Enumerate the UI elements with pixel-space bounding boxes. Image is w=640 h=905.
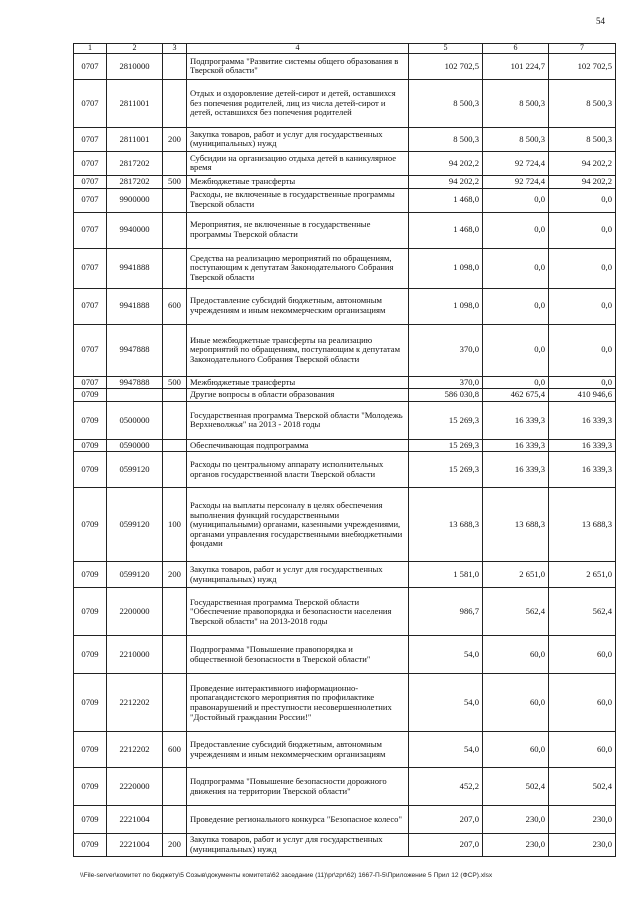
section-code: 0707 (74, 376, 107, 389)
expense-type (163, 439, 187, 452)
value-col-6: 0,0 (483, 324, 549, 376)
value-col-6: 562,4 (483, 588, 549, 636)
section-code: 0709 (74, 768, 107, 806)
expense-type (163, 389, 187, 402)
value-col-6: 462 675,4 (483, 389, 549, 402)
value-col-6: 13 688,3 (483, 488, 549, 562)
value-col-6: 60,0 (483, 674, 549, 732)
table-row (74, 324, 616, 376)
expense-type (163, 324, 187, 376)
table-row (74, 127, 616, 151)
item-name: Иные межбюджетные трансферты на реализацию мероприятий по обращениям, поступающим к депутатам Законодательного Собрания Тверской области (187, 324, 409, 376)
header-col-7: 7 (549, 44, 616, 54)
value-col-6: 92 724,4 (483, 175, 549, 188)
expense-type (163, 674, 187, 732)
file-path-footer: \\File-server\комитет по бюджету\5 Созыв\документы комитета\62 заседание (11)\pr\zpr\62) 1667-П-5\Приложение 5 Прил 12 (ФСР).xlsx (80, 872, 493, 879)
target-article: 9947888 (107, 376, 163, 389)
value-col-7: 8 500,3 (549, 79, 616, 127)
value-col-6: 0,0 (483, 212, 549, 248)
value-col-6: 2 651,0 (483, 562, 549, 588)
expense-type (163, 248, 187, 288)
value-col-6: 230,0 (483, 806, 549, 834)
header-col-3: 3 (163, 44, 187, 54)
expense-type (163, 53, 187, 79)
value-col-5: 102 702,5 (409, 53, 483, 79)
expense-type (163, 151, 187, 175)
table-row (74, 806, 616, 834)
value-col-6: 230,0 (483, 834, 549, 856)
section-code: 0709 (74, 806, 107, 834)
value-col-6: 60,0 (483, 636, 549, 674)
value-col-7: 2 651,0 (549, 562, 616, 588)
item-name: Субсидии на организацию отдыха детей в каникулярное время (187, 151, 409, 175)
value-col-5: 207,0 (409, 834, 483, 856)
value-col-5: 54,0 (409, 732, 483, 768)
target-article: 2212202 (107, 732, 163, 768)
value-col-5: 1 098,0 (409, 288, 483, 324)
value-col-6: 0,0 (483, 188, 549, 212)
value-col-6: 92 724,4 (483, 151, 549, 175)
expense-type (163, 636, 187, 674)
value-col-6: 101 224,7 (483, 53, 549, 79)
expense-type (163, 806, 187, 834)
item-name: Межбюджетные трансферты (187, 376, 409, 389)
item-name: Предоставление субсидий бюджетным, автономным учреждениям и иным некоммерческим организациям (187, 288, 409, 324)
section-code: 0707 (74, 175, 107, 188)
expense-type: 500 (163, 376, 187, 389)
target-article: 0500000 (107, 401, 163, 439)
header-col-1: 1 (74, 44, 107, 54)
table-row (74, 212, 616, 248)
section-code: 0709 (74, 636, 107, 674)
section-code: 0709 (74, 588, 107, 636)
target-article: 0599120 (107, 488, 163, 562)
value-col-6: 8 500,3 (483, 79, 549, 127)
value-col-5: 1 468,0 (409, 188, 483, 212)
value-col-7: 502,4 (549, 768, 616, 806)
value-col-6: 16 339,3 (483, 452, 549, 488)
item-name: Проведение интерактивного информационно-пропагандистского мероприятия по профилактике правонарушений и преступности несовершеннолетних "Достойный гражданин России!" (187, 674, 409, 732)
value-col-7: 94 202,2 (549, 175, 616, 188)
value-col-5: 986,7 (409, 588, 483, 636)
value-col-6: 0,0 (483, 376, 549, 389)
table-row (74, 674, 616, 732)
value-col-6: 8 500,3 (483, 127, 549, 151)
table-row (74, 188, 616, 212)
section-code: 0709 (74, 389, 107, 402)
value-col-7: 562,4 (549, 588, 616, 636)
header-col-4: 4 (187, 44, 409, 54)
target-article: 2212202 (107, 674, 163, 732)
item-name: Закупка товаров, работ и услуг для государственных (муниципальных) нужд (187, 562, 409, 588)
value-col-6: 0,0 (483, 288, 549, 324)
value-col-7: 0,0 (549, 376, 616, 389)
value-col-7: 16 339,3 (549, 452, 616, 488)
value-col-5: 15 269,3 (409, 401, 483, 439)
table-row (74, 53, 616, 79)
value-col-6: 0,0 (483, 248, 549, 288)
table-row (74, 488, 616, 562)
table-row (74, 175, 616, 188)
value-col-5: 452,2 (409, 768, 483, 806)
item-name: Предоставление субсидий бюджетным, автономным учреждениям и иным некоммерческим организациям (187, 732, 409, 768)
value-col-7: 230,0 (549, 806, 616, 834)
target-article: 2817202 (107, 175, 163, 188)
item-name: Расходы по центральному аппарату исполнительных органов государственной власти Тверской области (187, 452, 409, 488)
target-article: 2221004 (107, 834, 163, 856)
target-article: 0599120 (107, 452, 163, 488)
expense-type: 500 (163, 175, 187, 188)
item-name: Расходы, не включенные в государственные программы Тверской области (187, 188, 409, 212)
item-name: Другие вопросы в области образования (187, 389, 409, 402)
table-row (74, 389, 616, 402)
expense-type (163, 188, 187, 212)
value-col-6: 60,0 (483, 732, 549, 768)
table-row (74, 151, 616, 175)
target-article: 9941888 (107, 288, 163, 324)
expense-type (163, 401, 187, 439)
value-col-7: 230,0 (549, 834, 616, 856)
target-article: 9940000 (107, 212, 163, 248)
item-name: Средства на реализацию мероприятий по обращениям, поступающим к депутатам Законодательного Собрания Тверской области (187, 248, 409, 288)
value-col-7: 0,0 (549, 188, 616, 212)
value-col-5: 1 468,0 (409, 212, 483, 248)
value-col-6: 16 339,3 (483, 401, 549, 439)
value-col-7: 410 946,6 (549, 389, 616, 402)
expense-type (163, 768, 187, 806)
item-name: Проведение регионального конкурса "Безопасное колесо" (187, 806, 409, 834)
value-col-7: 16 339,3 (549, 401, 616, 439)
value-col-5: 8 500,3 (409, 127, 483, 151)
value-col-5: 13 688,3 (409, 488, 483, 562)
target-article: 2221004 (107, 806, 163, 834)
item-name: Отдых и оздоровление детей-сирот и детей, оставшихся без попечения родителей, лиц из числа детей-сирот и детей, оставшихся без попечения родителей (187, 79, 409, 127)
page-number: 54 (596, 16, 605, 26)
value-col-7: 13 688,3 (549, 488, 616, 562)
section-code: 0707 (74, 212, 107, 248)
budget-table (73, 43, 616, 857)
header-row (74, 44, 616, 54)
table-row (74, 768, 616, 806)
table-row (74, 732, 616, 768)
value-col-5: 54,0 (409, 636, 483, 674)
table-row (74, 452, 616, 488)
item-name: Обеспечивающая подпрограмма (187, 439, 409, 452)
value-col-7: 60,0 (549, 636, 616, 674)
expense-type: 200 (163, 834, 187, 856)
table-row (74, 636, 616, 674)
section-code: 0709 (74, 674, 107, 732)
section-code: 0707 (74, 127, 107, 151)
item-name: Подпрограмма "Повышение правопорядка и общественной безопасности в Тверской области" (187, 636, 409, 674)
item-name: Мероприятия, не включенные в государственные программы Тверской области (187, 212, 409, 248)
item-name: Государственная программа Тверской области "Обеспечение правопорядка и безопасности населения Тверской области" на 2013-2018 годы (187, 588, 409, 636)
section-code: 0709 (74, 732, 107, 768)
target-article: 9947888 (107, 324, 163, 376)
item-name: Государственная программа Тверской области "Молодежь Верхневолжья" на 2013 - 2018 годы (187, 401, 409, 439)
value-col-5: 1 098,0 (409, 248, 483, 288)
table-row (74, 401, 616, 439)
section-code: 0709 (74, 562, 107, 588)
value-col-5: 370,0 (409, 376, 483, 389)
target-article: 2810000 (107, 53, 163, 79)
target-article: 2200000 (107, 588, 163, 636)
expense-type (163, 452, 187, 488)
item-name: Подпрограмма "Повышение безопасности дорожного движения на территории Тверской области" (187, 768, 409, 806)
section-code: 0707 (74, 324, 107, 376)
section-code: 0707 (74, 79, 107, 127)
section-code: 0709 (74, 439, 107, 452)
item-name: Закупка товаров, работ и услуг для государственных (муниципальных) нужд (187, 127, 409, 151)
target-article: 2811001 (107, 127, 163, 151)
value-col-7: 8 500,3 (549, 127, 616, 151)
value-col-5: 8 500,3 (409, 79, 483, 127)
value-col-7: 0,0 (549, 248, 616, 288)
item-name: Закупка товаров, работ и услуг для государственных (муниципальных) нужд (187, 834, 409, 856)
section-code: 0709 (74, 834, 107, 856)
value-col-7: 60,0 (549, 732, 616, 768)
expense-type (163, 212, 187, 248)
target-article: 2220000 (107, 768, 163, 806)
value-col-5: 207,0 (409, 806, 483, 834)
value-col-7: 60,0 (549, 674, 616, 732)
item-name: Расходы на выплаты персоналу в целях обеспечения выполнения функций государственными (муниципальными) органами, казенными учреждениями, органами управления государственными внебюджетными фондами (187, 488, 409, 562)
target-article: 2811001 (107, 79, 163, 127)
value-col-5: 94 202,2 (409, 151, 483, 175)
expense-type (163, 79, 187, 127)
value-col-5: 1 581,0 (409, 562, 483, 588)
expense-type: 600 (163, 732, 187, 768)
table-row (74, 834, 616, 856)
target-article: 2817202 (107, 151, 163, 175)
target-article: 0590000 (107, 439, 163, 452)
value-col-5: 15 269,3 (409, 452, 483, 488)
expense-type: 600 (163, 288, 187, 324)
section-code: 0709 (74, 401, 107, 439)
expense-type: 200 (163, 127, 187, 151)
item-name: Подпрограмма "Развитие системы общего образования в Тверской области" (187, 53, 409, 79)
target-article: 2210000 (107, 636, 163, 674)
target-article (107, 389, 163, 402)
expense-type: 100 (163, 488, 187, 562)
table-row (74, 439, 616, 452)
value-col-5: 94 202,2 (409, 175, 483, 188)
header-col-6: 6 (483, 44, 549, 54)
target-article: 9900000 (107, 188, 163, 212)
table-row (74, 248, 616, 288)
value-col-7: 0,0 (549, 288, 616, 324)
expense-type: 200 (163, 562, 187, 588)
table-row (74, 376, 616, 389)
section-code: 0707 (74, 151, 107, 175)
table-body (74, 53, 616, 856)
header-col-2: 2 (107, 44, 163, 54)
section-code: 0707 (74, 53, 107, 79)
table-row (74, 288, 616, 324)
value-col-6: 502,4 (483, 768, 549, 806)
header-col-5: 5 (409, 44, 483, 54)
value-col-5: 370,0 (409, 324, 483, 376)
target-article: 9941888 (107, 248, 163, 288)
value-col-5: 586 030,8 (409, 389, 483, 402)
value-col-5: 15 269,3 (409, 439, 483, 452)
table-row (74, 588, 616, 636)
table-row (74, 562, 616, 588)
value-col-7: 16 339,3 (549, 439, 616, 452)
expense-type (163, 588, 187, 636)
value-col-7: 0,0 (549, 324, 616, 376)
item-name: Межбюджетные трансферты (187, 175, 409, 188)
section-code: 0707 (74, 288, 107, 324)
target-article: 0599120 (107, 562, 163, 588)
table-row (74, 79, 616, 127)
value-col-6: 16 339,3 (483, 439, 549, 452)
value-col-7: 94 202,2 (549, 151, 616, 175)
section-code: 0709 (74, 452, 107, 488)
value-col-5: 54,0 (409, 674, 483, 732)
section-code: 0707 (74, 188, 107, 212)
value-col-7: 102 702,5 (549, 53, 616, 79)
value-col-7: 0,0 (549, 212, 616, 248)
section-code: 0707 (74, 248, 107, 288)
section-code: 0709 (74, 488, 107, 562)
